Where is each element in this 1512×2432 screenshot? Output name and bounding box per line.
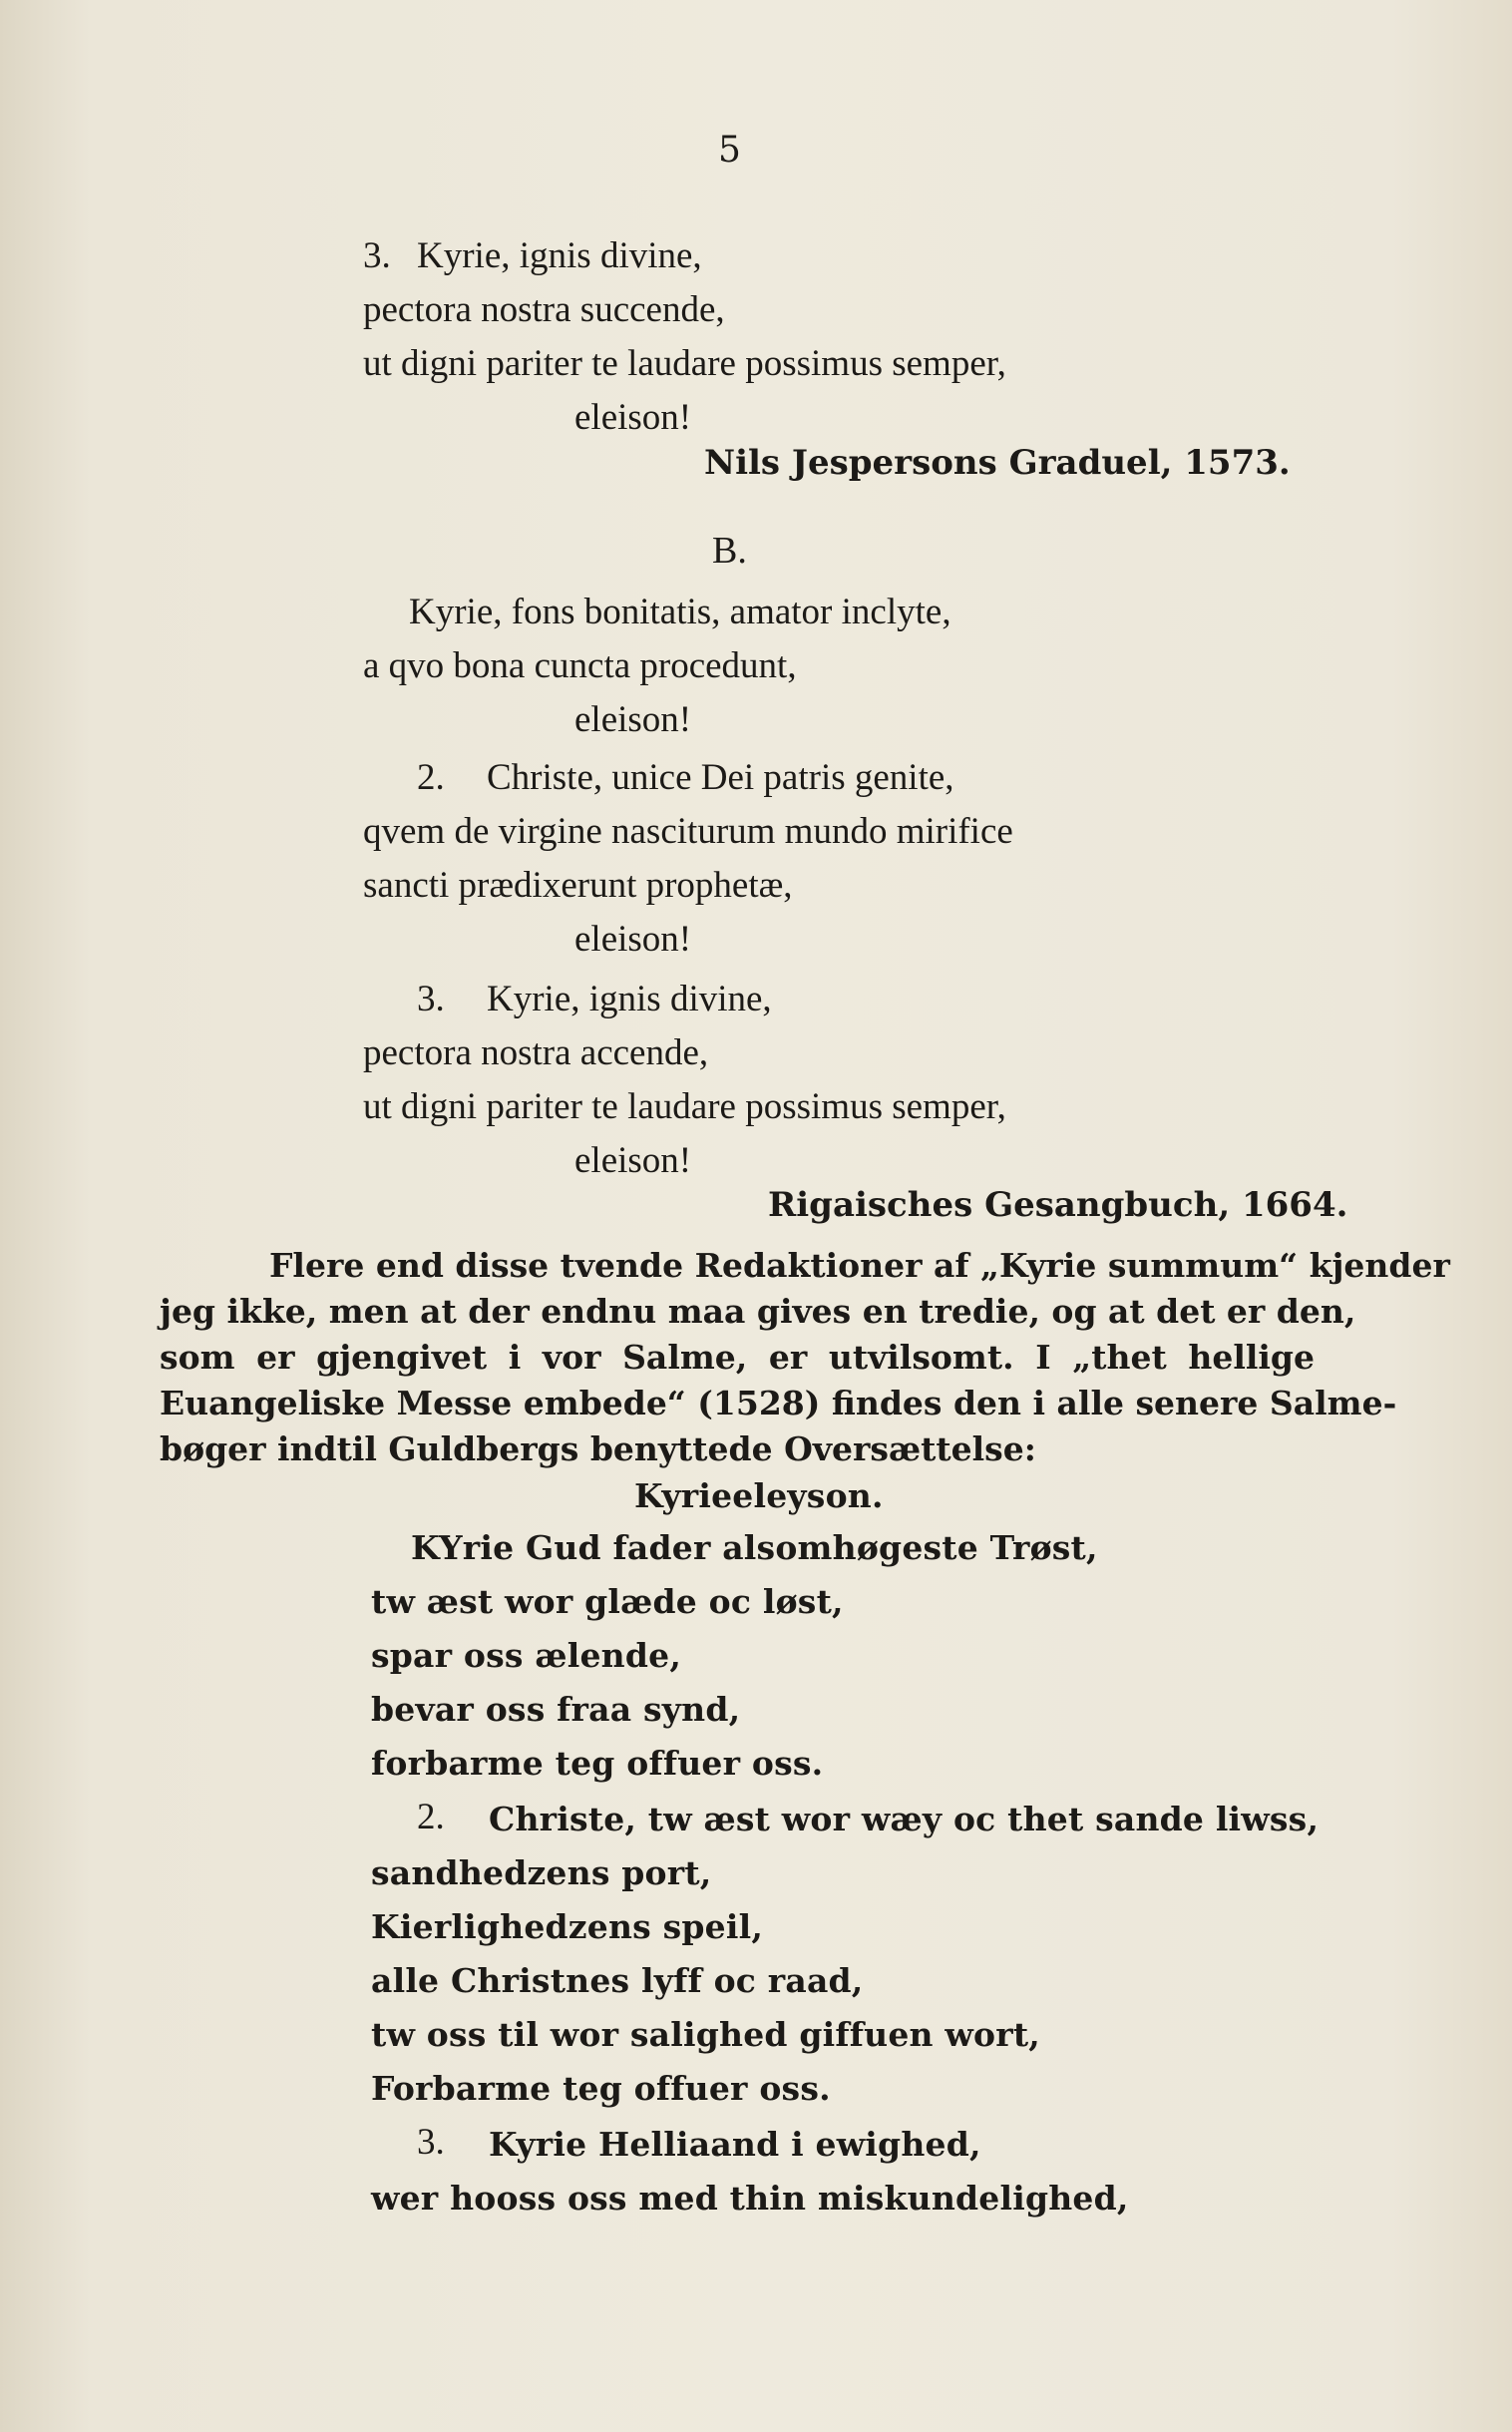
page-number: 5 xyxy=(718,130,741,171)
verse-line: Kyrie Helliaand i ewighed, xyxy=(489,2125,981,2164)
verse-line: Kyrie, ignis divine, xyxy=(417,235,702,276)
verse-line: sandhedzens port, xyxy=(371,1853,712,1892)
verse-line: forbarme teg offuer oss. xyxy=(371,1744,824,1783)
verse-number: 2. xyxy=(417,757,445,798)
section-heading: B. xyxy=(712,530,747,572)
verse-line: tw æst wor glæde oc løst, xyxy=(371,1582,844,1621)
verse-number: 3. xyxy=(417,2122,445,2163)
verse-number: 2. xyxy=(417,1797,445,1837)
verse-line: pectora nostra accende, xyxy=(363,1032,709,1073)
paragraph-line: Euangeliske Messe embede“ (1528) findes den i alle senere Salme- xyxy=(160,1384,1397,1422)
verse-line: Kyrie, ignis divine, xyxy=(487,979,772,1019)
source-citation: Nils Jespersons Graduel, 1573. xyxy=(704,443,1291,483)
paragraph-line: jeg ikke, men at der endnu maa gives en tredie, og at det er den, xyxy=(160,1292,1356,1331)
verse-line: alle Christnes lyff oc raad, xyxy=(371,1961,864,2000)
hymn-title: Kyrieeleyson. xyxy=(634,1476,884,1515)
verse-line: eleison! xyxy=(574,919,692,960)
verse-line: Christe, unice Dei patris genite, xyxy=(487,757,954,798)
verse-line: a qvo bona cuncta procedunt, xyxy=(363,645,797,686)
verse-line: sancti prædixerunt prophetæ, xyxy=(363,865,793,906)
paragraph-line: som er gjengivet i vor Salme, er utvilsomt. I „thet hellige xyxy=(160,1338,1315,1377)
verse-number: 3. xyxy=(417,979,445,1019)
verse-line: Kierlighedzens speil, xyxy=(371,1907,764,1946)
verse-line: pectora nostra succende, xyxy=(363,289,725,330)
verse-line: spar oss ælende, xyxy=(371,1636,682,1675)
verse-line: wer hooss oss med thin miskundelighed, xyxy=(371,2179,1129,2218)
verse-line: eleison! xyxy=(574,699,692,740)
verse-line: ut digni pariter te laudare possimus semper, xyxy=(363,343,1006,384)
verse-line: Christe, tw æst wor wæy oc thet sande liwss, xyxy=(489,1800,1320,1838)
verse-line: bevar oss fraa synd, xyxy=(371,1690,741,1729)
verse-line: KYrie Gud fader alsomhøgeste Trøst, xyxy=(411,1528,1098,1567)
verse-line: tw oss til wor salighed giffuen wort, xyxy=(371,2015,1040,2054)
paragraph-line: bøger indtil Guldbergs benyttede Oversættelse: xyxy=(160,1429,1036,1468)
paragraph-line: Flere end disse tvende Redaktioner af „Kyrie summum“ kjender xyxy=(269,1246,1450,1285)
verse-line: Kyrie, fons bonitatis, amator inclyte, xyxy=(409,592,951,632)
verse-number: 3. xyxy=(363,235,391,276)
verse-line: eleison! xyxy=(574,397,692,438)
verse-line: Forbarme teg offuer oss. xyxy=(371,2069,831,2108)
verse-line: ut digni pariter te laudare possimus semper, xyxy=(363,1086,1006,1127)
verse-line: qvem de virgine nasciturum mundo mirifice xyxy=(363,811,1013,852)
source-citation: Rigaisches Gesangbuch, 1664. xyxy=(768,1185,1348,1225)
verse-line: eleison! xyxy=(574,1140,692,1181)
